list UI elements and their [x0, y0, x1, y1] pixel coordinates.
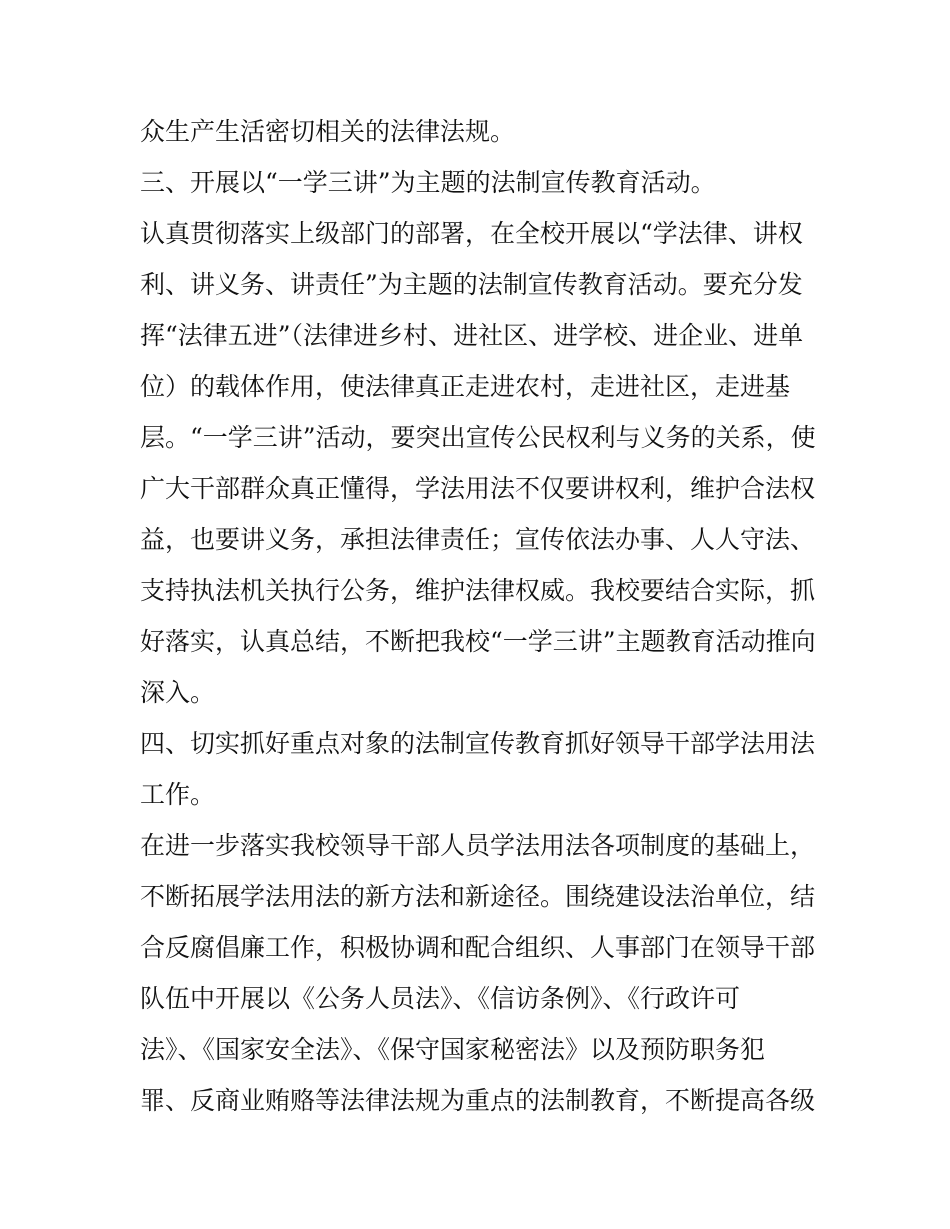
- text-line: 好落实，认真总结，不断把我校“一学三讲”主题教育活动推向: [140, 627, 816, 656]
- text-line: 在进一步落实我校领导干部人员学法用法各项制度的基础上，: [140, 831, 816, 860]
- section-heading: 四、切实抓好重点对象的法制宣传教育抓好领导干部学法用法: [140, 729, 816, 758]
- text-line: 广大干部群众真正懂得，学法用法不仅要讲权利，维护合法权: [140, 474, 816, 503]
- body-text: [140, 106, 820, 1126]
- text-line: 不断拓展学法用法的新方法和新途径。围绕建设法治单位，结: [140, 882, 816, 911]
- text-line: 法》、《国家安全法》、《保守国家秘密法》以及预防职务犯: [140, 1035, 766, 1064]
- text-line: 队伍中开展以《公务人员法》、《信访条例》、《行政许可: [140, 984, 741, 1013]
- text-line: 挥“法律五进”（法律进乡村、进社区、进学校、进企业、进单: [140, 321, 804, 350]
- text-line: 层。“一学三讲”活动，要突出宣传公民权利与义务的关系，使: [140, 423, 816, 452]
- text-line: 认真贯彻落实上级部门的部署，在全校开展以“学法律、讲权: [140, 219, 803, 248]
- text-line: 益，也要讲义务，承担法律责任；宣传依法办事、人人守法、: [140, 525, 816, 554]
- text-line: 合反腐倡廉工作，积极协调和配合组织、人事部门在领导干部: [140, 933, 816, 962]
- text-line: 利、讲义务、讲责任”为主题的法制宣传教育活动。要充分发: [140, 270, 803, 299]
- text-line: 深入。: [140, 678, 216, 707]
- section-heading: 工作。: [140, 780, 216, 809]
- text-line: 众生产生活密切相关的法律法规。: [140, 117, 516, 146]
- section-heading: 三、开展以“一学三讲”为主题的法制宣传教育活动。: [140, 168, 716, 197]
- text-line: 位）的载体作用，使法律真正走进农村，走进社区，走进基: [140, 372, 791, 401]
- text-line: 罪、反商业贿赂等法律法规为重点的法制教育，不断提高各级: [140, 1086, 816, 1115]
- text-line: 支持执法机关执行公务，维护法律权威。我校要结合实际，抓: [140, 576, 816, 605]
